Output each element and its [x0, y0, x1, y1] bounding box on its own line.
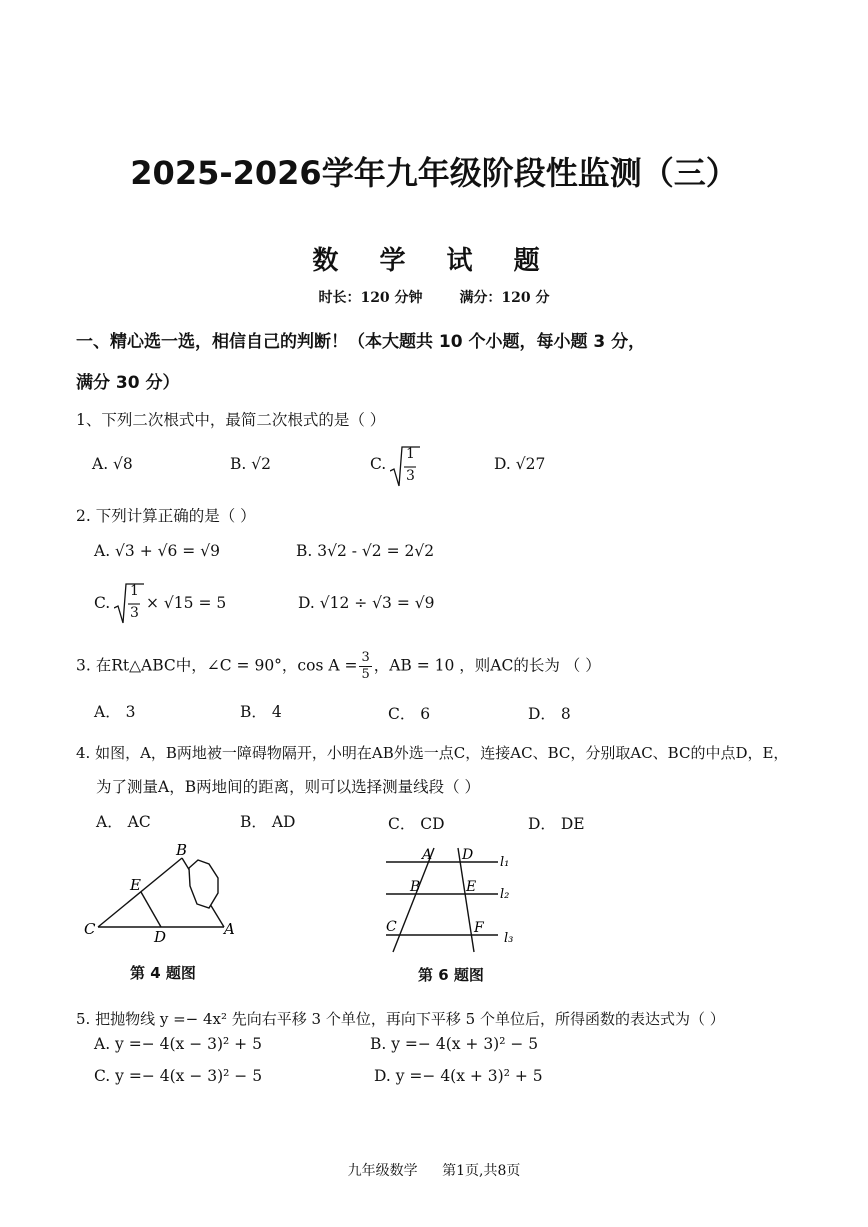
figure-4-caption: 第 4 题图	[130, 964, 196, 982]
q4-option-d: D． DE	[528, 815, 585, 833]
q5-option-d: D. y =− 4(x + 3)² + 5	[374, 1067, 543, 1085]
fig6-label-b: B	[410, 879, 421, 895]
q2-option-d: D. √12 ÷ √3 = √9	[298, 594, 435, 612]
question-2-stem: 2. 下列计算正确的是（ ）	[76, 507, 256, 525]
fig6-label-l2: l₂	[500, 887, 510, 902]
q2-option-c-label: C.	[94, 594, 111, 612]
question-1-stem: 1、下列二次根式中，最简二次根式的是（ ）	[76, 411, 386, 429]
question-4-stem-line1: 4. 如图，A，B两地被一障碍物隔开，小明在AB外选一点C，连接AC、BC，分别取AC、BC的中点D，E，	[76, 744, 789, 762]
footer-page-number: 第1页,共8页	[442, 1163, 521, 1179]
q4-option-b: B． AD	[240, 813, 296, 831]
duration-text: 时长：120 分钟	[318, 290, 423, 306]
q2-c-denominator: 3	[130, 605, 139, 621]
fig6-label-l1: l₁	[500, 855, 510, 870]
obstacle-shape	[189, 860, 218, 908]
fig6-label-e: E	[466, 879, 477, 895]
q3-stem-part1: 3. 在Rt△ABC中，∠C = 90°，cos A =	[76, 656, 358, 675]
question-4-stem-line2: 为了测量A，B两地间的距离，则可以选择测量线段（ ）	[96, 778, 481, 796]
q2-c-numerator: 1	[130, 583, 139, 599]
fig6-label-c: C	[386, 919, 397, 935]
q2-option-b: B. 3√2 - √2 = 2√2	[296, 542, 435, 560]
page-title: 2025-2026学年九年级阶段性监测（三）	[130, 154, 738, 192]
figure-4-diagram	[76, 838, 256, 948]
fig4-label-b: B	[176, 841, 188, 859]
section-heading-cont: 满分 30 分）	[76, 373, 180, 393]
q3-stem-part2: ，AB = 10 ，则AC的长为 （ ）	[373, 656, 601, 675]
fig4-label-a: A	[224, 920, 235, 938]
q1-option-d: D. √27	[494, 455, 546, 473]
full-score-text: 满分：120 分	[459, 290, 550, 306]
q2-radical-fraction	[114, 582, 144, 626]
subject-title: 数 学 试 题	[312, 246, 556, 276]
q3-frac-num: 3	[361, 650, 370, 665]
q3-frac-den: 5	[361, 667, 370, 682]
fig4-label-e: E	[130, 876, 141, 894]
q1-c-numerator: 1	[406, 446, 415, 462]
q1-option-a: A. √8	[92, 455, 133, 473]
page-footer	[0, 1160, 868, 1180]
q2-option-a: A. √3 + √6 = √9	[94, 542, 220, 560]
q5-option-c: C. y =− 4(x − 3)² − 5	[94, 1067, 263, 1085]
fig6-label-d: D	[462, 847, 474, 863]
q3-option-d: D． 8	[528, 705, 571, 723]
q4-option-a: A． AC	[96, 813, 151, 831]
section-heading: 一、精心选一选，相信自己的判断！（本大题共 10 个小题，每小题 3 分，	[76, 332, 646, 352]
q3-option-b: B． 4	[240, 703, 282, 721]
q1-option-b: B. √2	[230, 455, 271, 473]
q4-option-c: C． CD	[388, 815, 445, 833]
fig6-label-l3: l₃	[504, 931, 514, 946]
figure-6-diagram	[380, 842, 525, 954]
q5-option-b: B. y =− 4(x + 3)² − 5	[370, 1035, 539, 1053]
question-3-stem	[76, 650, 601, 683]
question-5-stem: 5. 把抛物线 y =− 4x² 先向右平移 3 个单位，再向下平移 5 个单位后，所得函数的表达式为（ ）	[76, 1010, 725, 1028]
exam-info	[0, 287, 868, 307]
q3-fraction	[359, 650, 371, 683]
q1-option-c-label: C.	[370, 455, 387, 473]
fig6-label-a: A	[422, 847, 433, 863]
footer-subject: 九年级数学	[347, 1163, 418, 1179]
q3-option-c: C． 6	[388, 705, 431, 723]
fig4-label-c: C	[84, 920, 96, 938]
figure-6-caption: 第 6 题图	[418, 966, 484, 984]
q1-c-denominator: 3	[406, 468, 415, 484]
q5-option-a: A. y =− 4(x − 3)² + 5	[94, 1035, 262, 1053]
q2-c-rest: × √15 = 5	[146, 594, 227, 612]
q1-radical-fraction	[390, 445, 420, 489]
fig6-label-f: F	[474, 920, 484, 936]
fig4-label-d: D	[154, 928, 167, 946]
q3-option-a: A． 3	[94, 703, 136, 721]
